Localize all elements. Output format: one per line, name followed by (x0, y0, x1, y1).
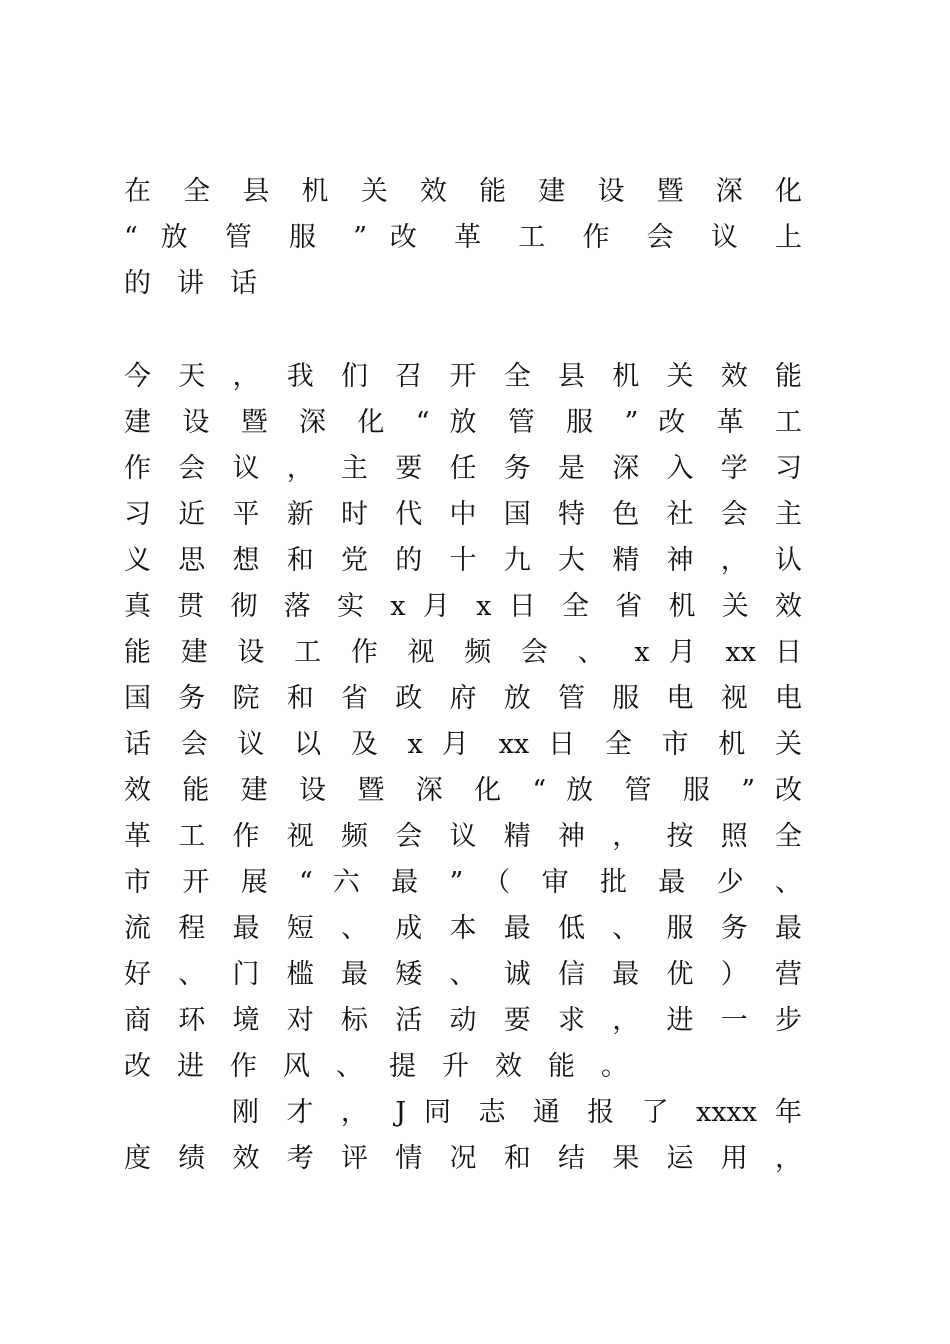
body-line-11: 革 工 作 视 频 会 议 精 神 ， 按 照 全 (124, 821, 802, 852)
title-line-1: 在 全 县 机 关 效 能 建 设 暨 深 化 (124, 176, 802, 207)
body-line-12: 市 开 展 “ 六 最 ” （ 审 批 最 少 、 (124, 867, 802, 898)
body-line-7: 能 建 设 工 作 视 频 会 、 x 月 xx 日 (124, 637, 802, 668)
title-line-2: “ 放 管 服 ” 改 革 工 作 会 议 上 (124, 222, 802, 253)
body-line-15: 商 环 境 对 标 活 动 要 求 ， 进 一 步 (124, 1005, 802, 1036)
body-line-2: 建 设 暨 深 化 “ 放 管 服 ” 改 革 工 (124, 407, 802, 438)
body-line-14: 好 、 门 槛 最 矮 、 诚 信 最 优 ） 营 (124, 959, 802, 990)
body-line-9: 话 会 议 以 及 x 月 xx 日 全 市 机 关 (124, 729, 802, 760)
body-line-10: 效 能 建 设 暨 深 化 “ 放 管 服 ” 改 (124, 775, 802, 806)
title-line-3: 的讲话 (124, 268, 283, 299)
para2-line-1: 刚 才 ， J 同 志 通 报 了 xxxx 年 (232, 1097, 802, 1128)
body-line-3: 作 会 议 ， 主 要 任 务 是 深 入 学 习 (124, 453, 802, 484)
body-line-6: 真 贯 彻 落 实 x 月 x 日 全 省 机 关 效 (124, 591, 802, 622)
body-line-8: 国 务 院 和 省 政 府 放 管 服 电 视 电 (124, 683, 802, 714)
body-line-13: 流 程 最 短 、 成 本 最 低 、 服 务 最 (124, 913, 802, 944)
body-line-4: 习 近 平 新 时 代 中 国 特 色 社 会 主 (124, 499, 802, 530)
body-line-1: 今 天 ， 我 们 召 开 全 县 机 关 效 能 (124, 361, 802, 392)
body-line-16: 改进作风、提升效能。 (124, 1051, 654, 1082)
body-line-5: 义 思 想 和 党 的 十 九 大 精 神 ， 认 (124, 545, 802, 576)
para2-line-2: 度 绩 效 考 评 情 况 和 结 果 运 用 ， (124, 1143, 802, 1174)
